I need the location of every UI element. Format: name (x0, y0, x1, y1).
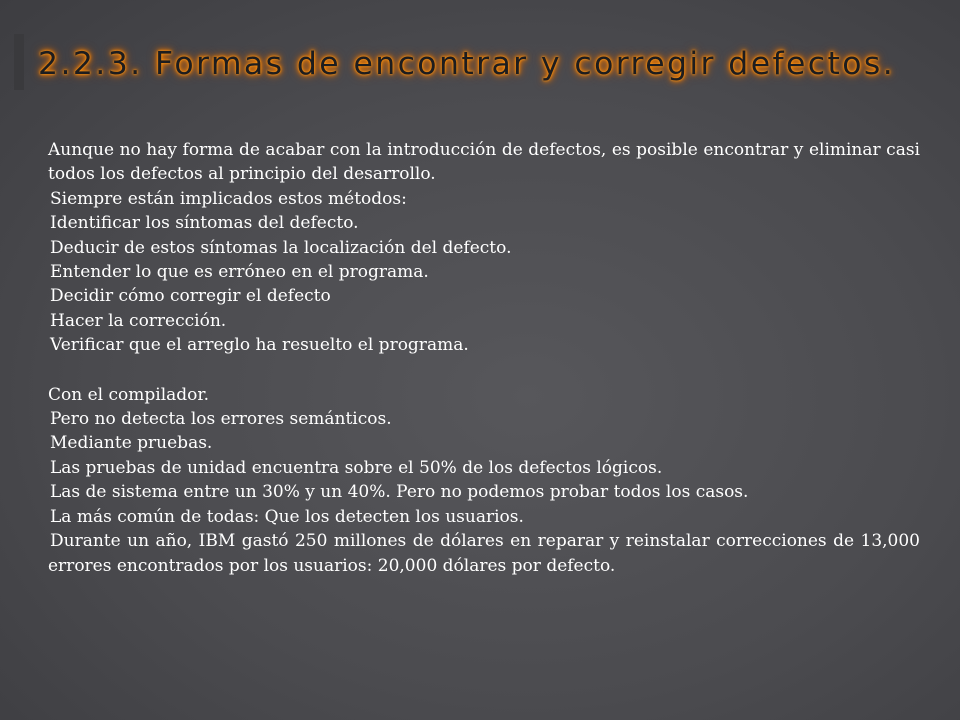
bullet-text: Hacer la corrección. (50, 310, 227, 331)
bullet-text: Decidir cómo corregir el defecto (50, 286, 331, 307)
bullet-item (48, 211, 920, 235)
bullet-item (48, 260, 920, 284)
bullet-item (48, 309, 920, 333)
bullet-text: Siempre están implicados estos métodos: (50, 188, 407, 209)
bullet-item (48, 529, 920, 578)
bullet-item (48, 480, 920, 504)
bullet-text: Las pruebas de unidad encuentra sobre el 50% de los defectos lógicos. (50, 457, 663, 478)
slide-body (48, 138, 920, 578)
bullet-item (48, 407, 920, 431)
bullet-text: Identificar los síntomas del defecto. (50, 213, 359, 234)
bullet-item (48, 431, 920, 455)
compiler-line: Con el compilador. (48, 384, 210, 405)
intro-paragraph: Aunque no hay forma de acabar con la introducción de defectos, es posible encontrar y eliminar casi todos los defectos al principio del desarrollo. (48, 140, 920, 185)
bullet-item (48, 284, 920, 308)
bullet-text: Durante un año, IBM gastó 250 millones de dólares en reparar y reinstalar correcciones de 13,000 errores encontrados por los usuarios: 20,000 dólares por defecto. (48, 531, 920, 576)
slide-title: 2.2.3. Formas de encontrar y corregir defectos. (38, 46, 896, 82)
bullet-item (48, 456, 920, 480)
bullet-text: Verificar que el arreglo ha resuelto el programa. (50, 335, 469, 356)
bullet-item (48, 187, 920, 211)
bullet-item (48, 236, 920, 260)
bullet-item (48, 333, 920, 357)
bullet-text: La más común de todas: Que los detecten los usuarios. (50, 506, 524, 527)
bullet-text: Deducir de estos síntomas la localización del defecto. (50, 237, 512, 258)
bullet-text: Las de sistema entre un 30% y un 40%. Pero no podemos probar todos los casos. (50, 482, 749, 503)
bullet-text: Mediante pruebas. (50, 433, 213, 454)
bullet-text: Entender lo que es erróneo en el programa. (50, 262, 429, 283)
title-accent-bar (14, 34, 24, 90)
paragraph-spacer (48, 358, 920, 383)
bullet-text: Pero no detecta los errores semánticos. (50, 409, 392, 430)
bullet-item (48, 505, 920, 529)
